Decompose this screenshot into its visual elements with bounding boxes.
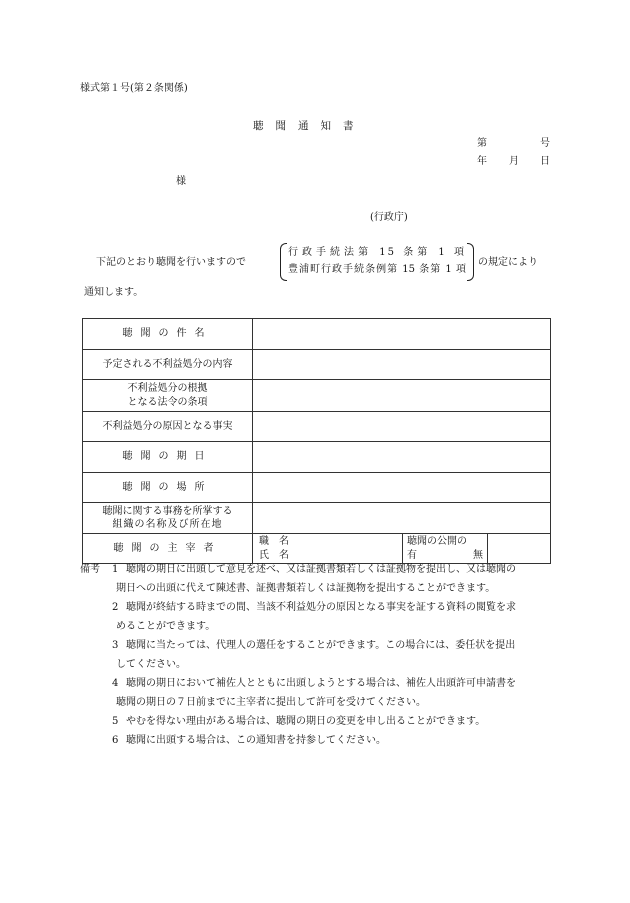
intro-text-before: 下記のとおり聴聞を行いますので [96, 257, 246, 268]
law-reference-1: 行政手続法第 15 条第 1 項 [288, 247, 466, 258]
legal-basis-line1: 不利益処分の根拠 [127, 383, 208, 394]
cause-facts-label: 不利益処分の原因となる事実 [83, 412, 253, 442]
addressee-sama: 様 [176, 176, 186, 187]
date-month: 月 [509, 156, 519, 167]
hearing-date-label: 聴聞の期日 [83, 442, 253, 473]
organization-label [83, 503, 253, 534]
agency-label: (行政庁) [370, 212, 408, 223]
remark-item [80, 731, 550, 750]
subject-label: 聴聞の件名 [83, 319, 253, 350]
public-no[interactable]: 無 [473, 549, 483, 561]
organization-line2: 組織の名称及び所在地 [112, 519, 223, 530]
name-label: 氏 名 [259, 549, 289, 561]
remark-number: 5 [112, 716, 119, 727]
law-reference-2: 豊浦町行政手続条例第 15 条第 1 項 [288, 264, 466, 275]
table-row [83, 503, 551, 534]
table-row [83, 442, 551, 473]
planned-disposition-label: 予定される不利益処分の内容 [83, 350, 253, 380]
remark-line: 聴聞の期日において補佐人とともに出頭しようとする場合は、補佐人出頭許可申請書を [126, 678, 516, 689]
intro-text-after: の規定により [478, 257, 538, 268]
table-row [83, 380, 551, 412]
intro-text-line2: 通知します。 [84, 287, 144, 298]
legal-basis-value[interactable] [253, 380, 551, 412]
presider-post-name-cell[interactable] [253, 534, 403, 564]
remark-item [80, 712, 550, 731]
remarks [80, 560, 550, 750]
table-row [83, 412, 551, 442]
number-dai: 第 [477, 138, 487, 149]
remark-number: 1 [112, 564, 119, 575]
remarks-label: 備考 [80, 564, 100, 575]
remark-item [80, 560, 550, 598]
remark-line: めることができます。 [116, 621, 216, 632]
subject-value[interactable] [253, 319, 551, 350]
remark-item [80, 674, 550, 712]
table-row [83, 319, 551, 350]
remark-line: 聴聞に出頭する場合は、この通知書を持参してください。 [126, 735, 386, 746]
table-row [83, 534, 551, 564]
remark-item [80, 636, 550, 674]
remark-line: 聴聞の期日に出頭して意見を述べ、又は証拠書類若しくは証拠物を提出し、又は聴聞の [126, 564, 516, 575]
presider-label: 聴聞の主宰者 [83, 534, 253, 564]
planned-disposition-value[interactable] [253, 350, 551, 380]
remark-item [80, 598, 550, 636]
organization-line1: 聴聞に関する事務を所掌する [102, 505, 233, 517]
public-label: 聴聞の公開の [407, 535, 467, 547]
date-year: 年 [477, 156, 487, 167]
cause-facts-value[interactable] [253, 412, 551, 442]
hearing-info-table [82, 318, 551, 564]
remark-line: 聴聞が終結する時までの間、当該不利益処分の原因となる事実を証する資料の閲覧を求 [126, 602, 516, 613]
public-yes[interactable]: 有 [407, 549, 417, 561]
table-row [83, 350, 551, 380]
table-row [83, 473, 551, 503]
hearing-place-value[interactable] [253, 473, 551, 503]
remark-line: してください。 [116, 659, 186, 670]
remark-line: 聴聞の期日の７日前までに主宰者に提出して許可を受けてください。 [116, 697, 426, 708]
document-title: 聴聞通知書 [253, 120, 366, 132]
remark-line: 期日への出頭に代えて陳述書、証拠書類若しくは証拠物を提出することができます。 [116, 583, 496, 594]
number-go: 号 [540, 138, 550, 149]
right-brace [467, 243, 474, 281]
remark-number: 4 [112, 678, 119, 689]
left-brace [280, 243, 287, 281]
remark-number: 2 [112, 602, 119, 613]
public-hearing-value[interactable] [488, 534, 551, 564]
hearing-date-value[interactable] [253, 442, 551, 473]
remark-line: 聴聞に当たっては、代理人の選任をすることができます。この場合には、委任状を提出 [126, 640, 516, 651]
remark-line: やむを得ない理由がある場合は、聴聞の期日の変更を申し出ることができます。 [126, 716, 486, 727]
form-number-label: 様式第１号(第２条関係) [80, 83, 188, 94]
legal-basis-line2: となる法令の条項 [127, 396, 208, 408]
public-hearing-cell [403, 534, 488, 564]
remark-number: 6 [112, 735, 119, 746]
organization-value[interactable] [253, 503, 551, 534]
remark-number: 3 [112, 640, 119, 651]
post-label: 職 名 [259, 535, 289, 547]
date-day: 日 [540, 156, 550, 167]
legal-basis-label [83, 380, 253, 412]
hearing-place-label: 聴聞の場所 [83, 473, 253, 503]
